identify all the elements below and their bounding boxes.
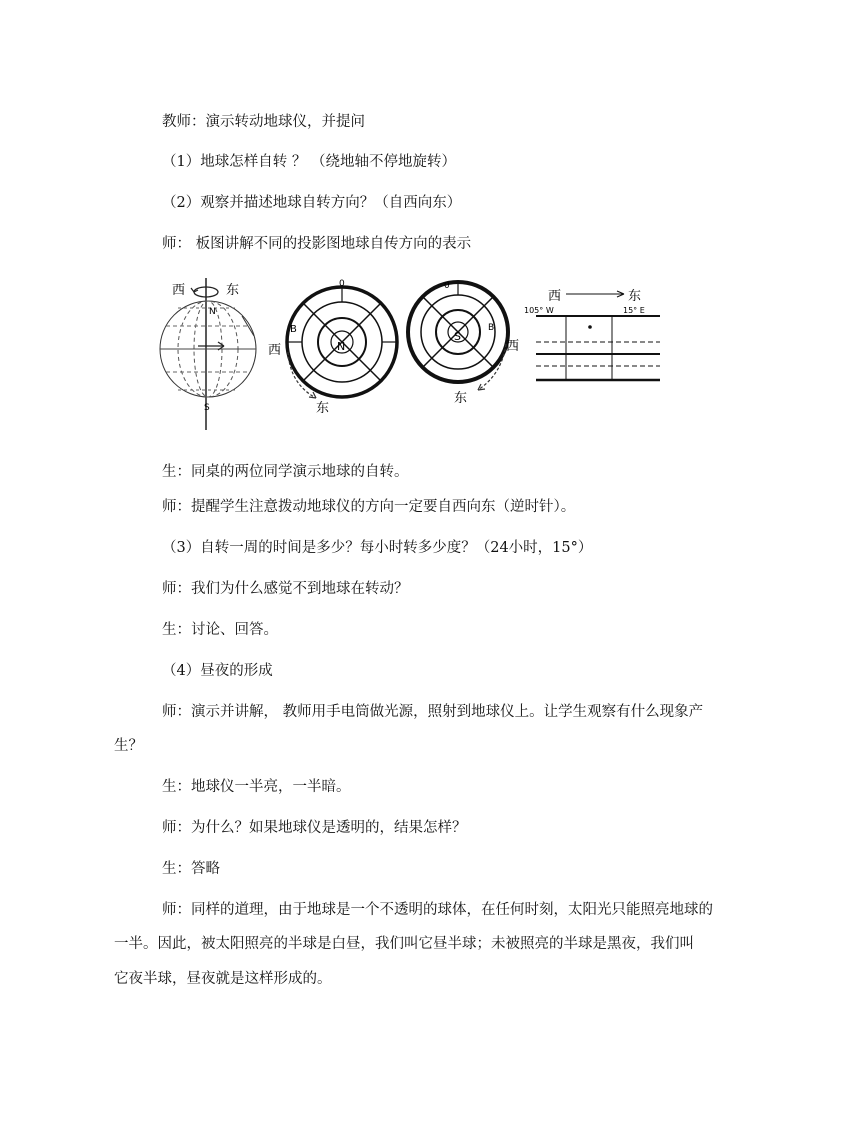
fig3-east-label: 东 bbox=[454, 391, 468, 406]
fig4-right-longitude: 15° E bbox=[623, 306, 645, 315]
fig1-west-label: 西 bbox=[172, 283, 186, 298]
text-line-15: 生：答略 bbox=[162, 861, 220, 877]
north-pole-view-figure bbox=[264, 274, 399, 434]
south-pole-view-figure bbox=[402, 274, 527, 434]
text-line-8: 师：我们为什么感觉不到地球在转动？ bbox=[162, 581, 409, 597]
fig1-north-label: N bbox=[209, 307, 216, 317]
text-line-7: （3）自转一周的时间是多少？每小时转多少度？（24小时，15°） bbox=[162, 540, 593, 556]
text-line-4: 师： 板图讲解不同的投影图地球自传方向的表示 bbox=[162, 236, 472, 252]
fig2-east-label: 东 bbox=[316, 401, 330, 416]
text-line-2: （1）地球怎样自转 ？ （绕地轴不停地旋转） bbox=[162, 154, 456, 170]
text-line-14: 师：为什么？如果地球仪是透明的，结果怎样？ bbox=[162, 820, 467, 836]
text-line-9: 生：讨论、回答。 bbox=[162, 622, 278, 638]
fig2-center-label: N bbox=[337, 340, 346, 353]
text-line-3: （2）观察并描述地球自转方向？（自西向东） bbox=[162, 195, 462, 211]
fig2-west-label: 西 bbox=[268, 343, 282, 358]
globe-side-view-figure bbox=[158, 274, 263, 434]
fig3-center-label: S bbox=[454, 330, 461, 343]
text-line-10: （4）昼夜的形成 bbox=[162, 663, 273, 679]
fig2-letter-label: B bbox=[290, 324, 297, 335]
fig4-west-label: 西 bbox=[548, 289, 562, 304]
fig4-east-label: 东 bbox=[628, 289, 642, 304]
text-line-1: 教师：演示转动地球仪，并提问 bbox=[162, 114, 365, 130]
fig3-letter-label: B bbox=[488, 323, 495, 333]
rectangular-projection-figure bbox=[524, 274, 662, 394]
text-line-6: 师：提醒学生注意拨动地球仪的方向一定要自西向东（逆时针）。 bbox=[162, 499, 576, 515]
fig2-top-label: 0 bbox=[339, 279, 345, 289]
fig1-east-label: 东 bbox=[226, 283, 240, 298]
text-line-13: 生：地球仪一半亮，一半暗。 bbox=[162, 779, 351, 795]
text-line-16: 师：同样的道理，由于地球是一个不透明的球体，在任何时刻，太阳光只能照亮地球的 bbox=[162, 902, 713, 918]
fig3-west-label: 西 bbox=[506, 339, 520, 354]
fig4-left-longitude: 105° W bbox=[524, 306, 554, 315]
text-line-18: 它夜半球，昼夜就是这样形成的。 bbox=[114, 971, 332, 987]
fig1-south-label: S bbox=[204, 403, 210, 413]
text-line-11: 师：演示并讲解， 教师用手电筒做光源，照射到地球仪上。让学生观察有什么现象产 bbox=[162, 704, 704, 720]
text-line-5: 生：同桌的两位同学演示地球的自转。 bbox=[162, 464, 409, 480]
text-line-12: 生？ bbox=[114, 738, 143, 754]
fig3-top-label: 0 bbox=[444, 281, 450, 291]
text-line-17: 一半。因此，被太阳照亮的半球是白昼，我们叫它昼半球；未被照亮的半球是黑夜，我们叫 bbox=[114, 936, 694, 952]
earth-rotation-figures bbox=[158, 274, 698, 434]
